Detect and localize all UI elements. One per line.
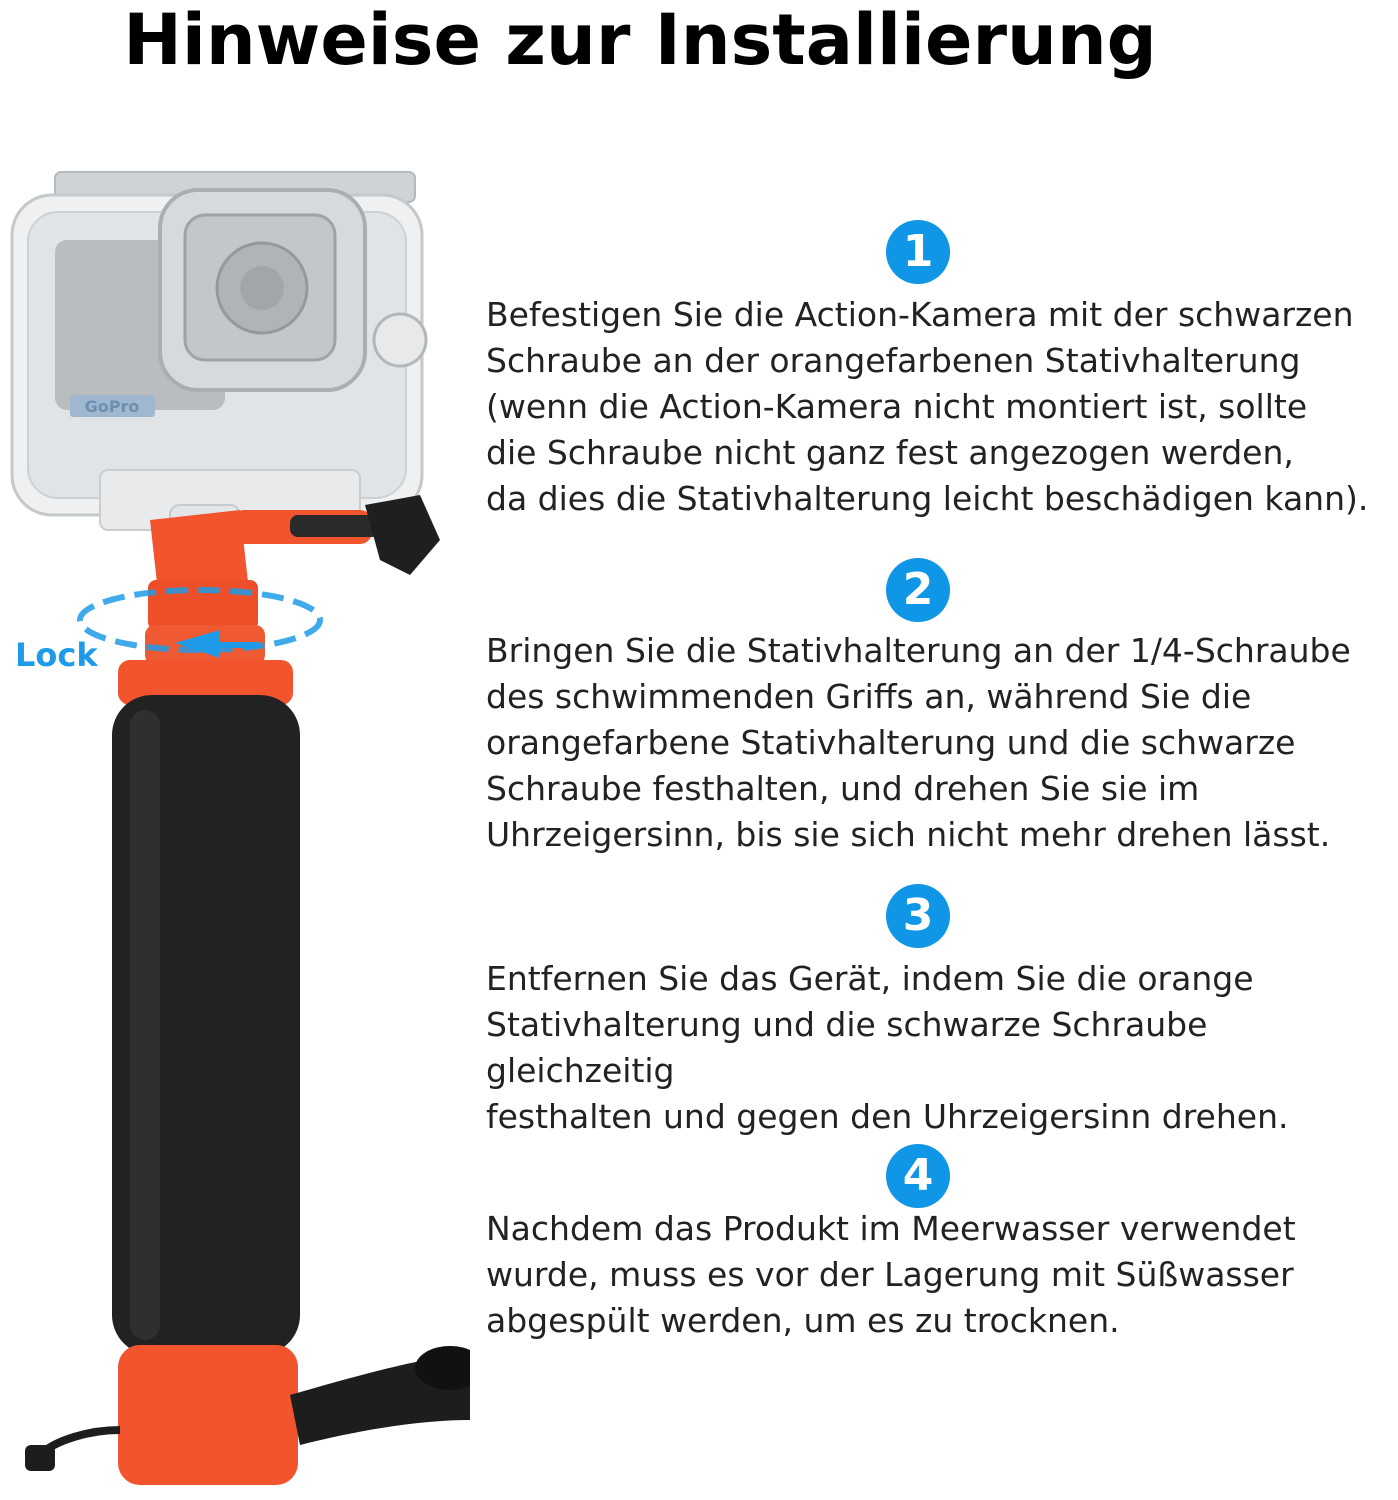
step-3-text: Entfernen Sie das Gerät, indem Sie die orange Stativhalterung und die schwarze Schraube gleichzeitig festhalten und gegen den Uhrzeigersinn drehen. — [486, 959, 1289, 1136]
step-4-text: Nachdem das Produkt im Meerwasser verwendet wurde, muss es vor der Lagerung mit Süßwasser abgespült werden, um es zu trocknen. — [486, 1209, 1296, 1340]
lock-label: Lock — [15, 636, 98, 674]
step-1-number-badge: 1 — [886, 220, 950, 284]
step-4-number-badge: 4 — [886, 1144, 950, 1208]
page-title: Hinweise zur Installierung — [123, 0, 1157, 81]
step-1-text: Befestigen Sie die Action-Kamera mit der schwarzen Schraube an der orangefarbenen Stativhalterung (wenn die Action-Kamera nicht montiert ist, sollte die Schraube nicht ganz fest angezogen werden, da dies die Stativhalterung leicht beschädigen kann). — [486, 295, 1369, 518]
step-2-number-badge: 2 — [886, 558, 950, 622]
handle-bottom-cap — [118, 1345, 298, 1485]
step-3-number-badge: 3 — [886, 884, 950, 948]
step-2-text: Bringen Sie die Stativhalterung an der 1/4-Schraube des schwimmenden Griffs an, während Sie die orangefarbene Stativhalterung und die schwarze Schraube festhalten, und drehen Sie sie im Uhrzeigersinn, bis sie sich nicht mehr drehen lässt. — [486, 631, 1351, 854]
housing-logo-text: GoPro — [84, 397, 140, 416]
floating-hand-grip-illustration — [0, 160, 470, 1500]
